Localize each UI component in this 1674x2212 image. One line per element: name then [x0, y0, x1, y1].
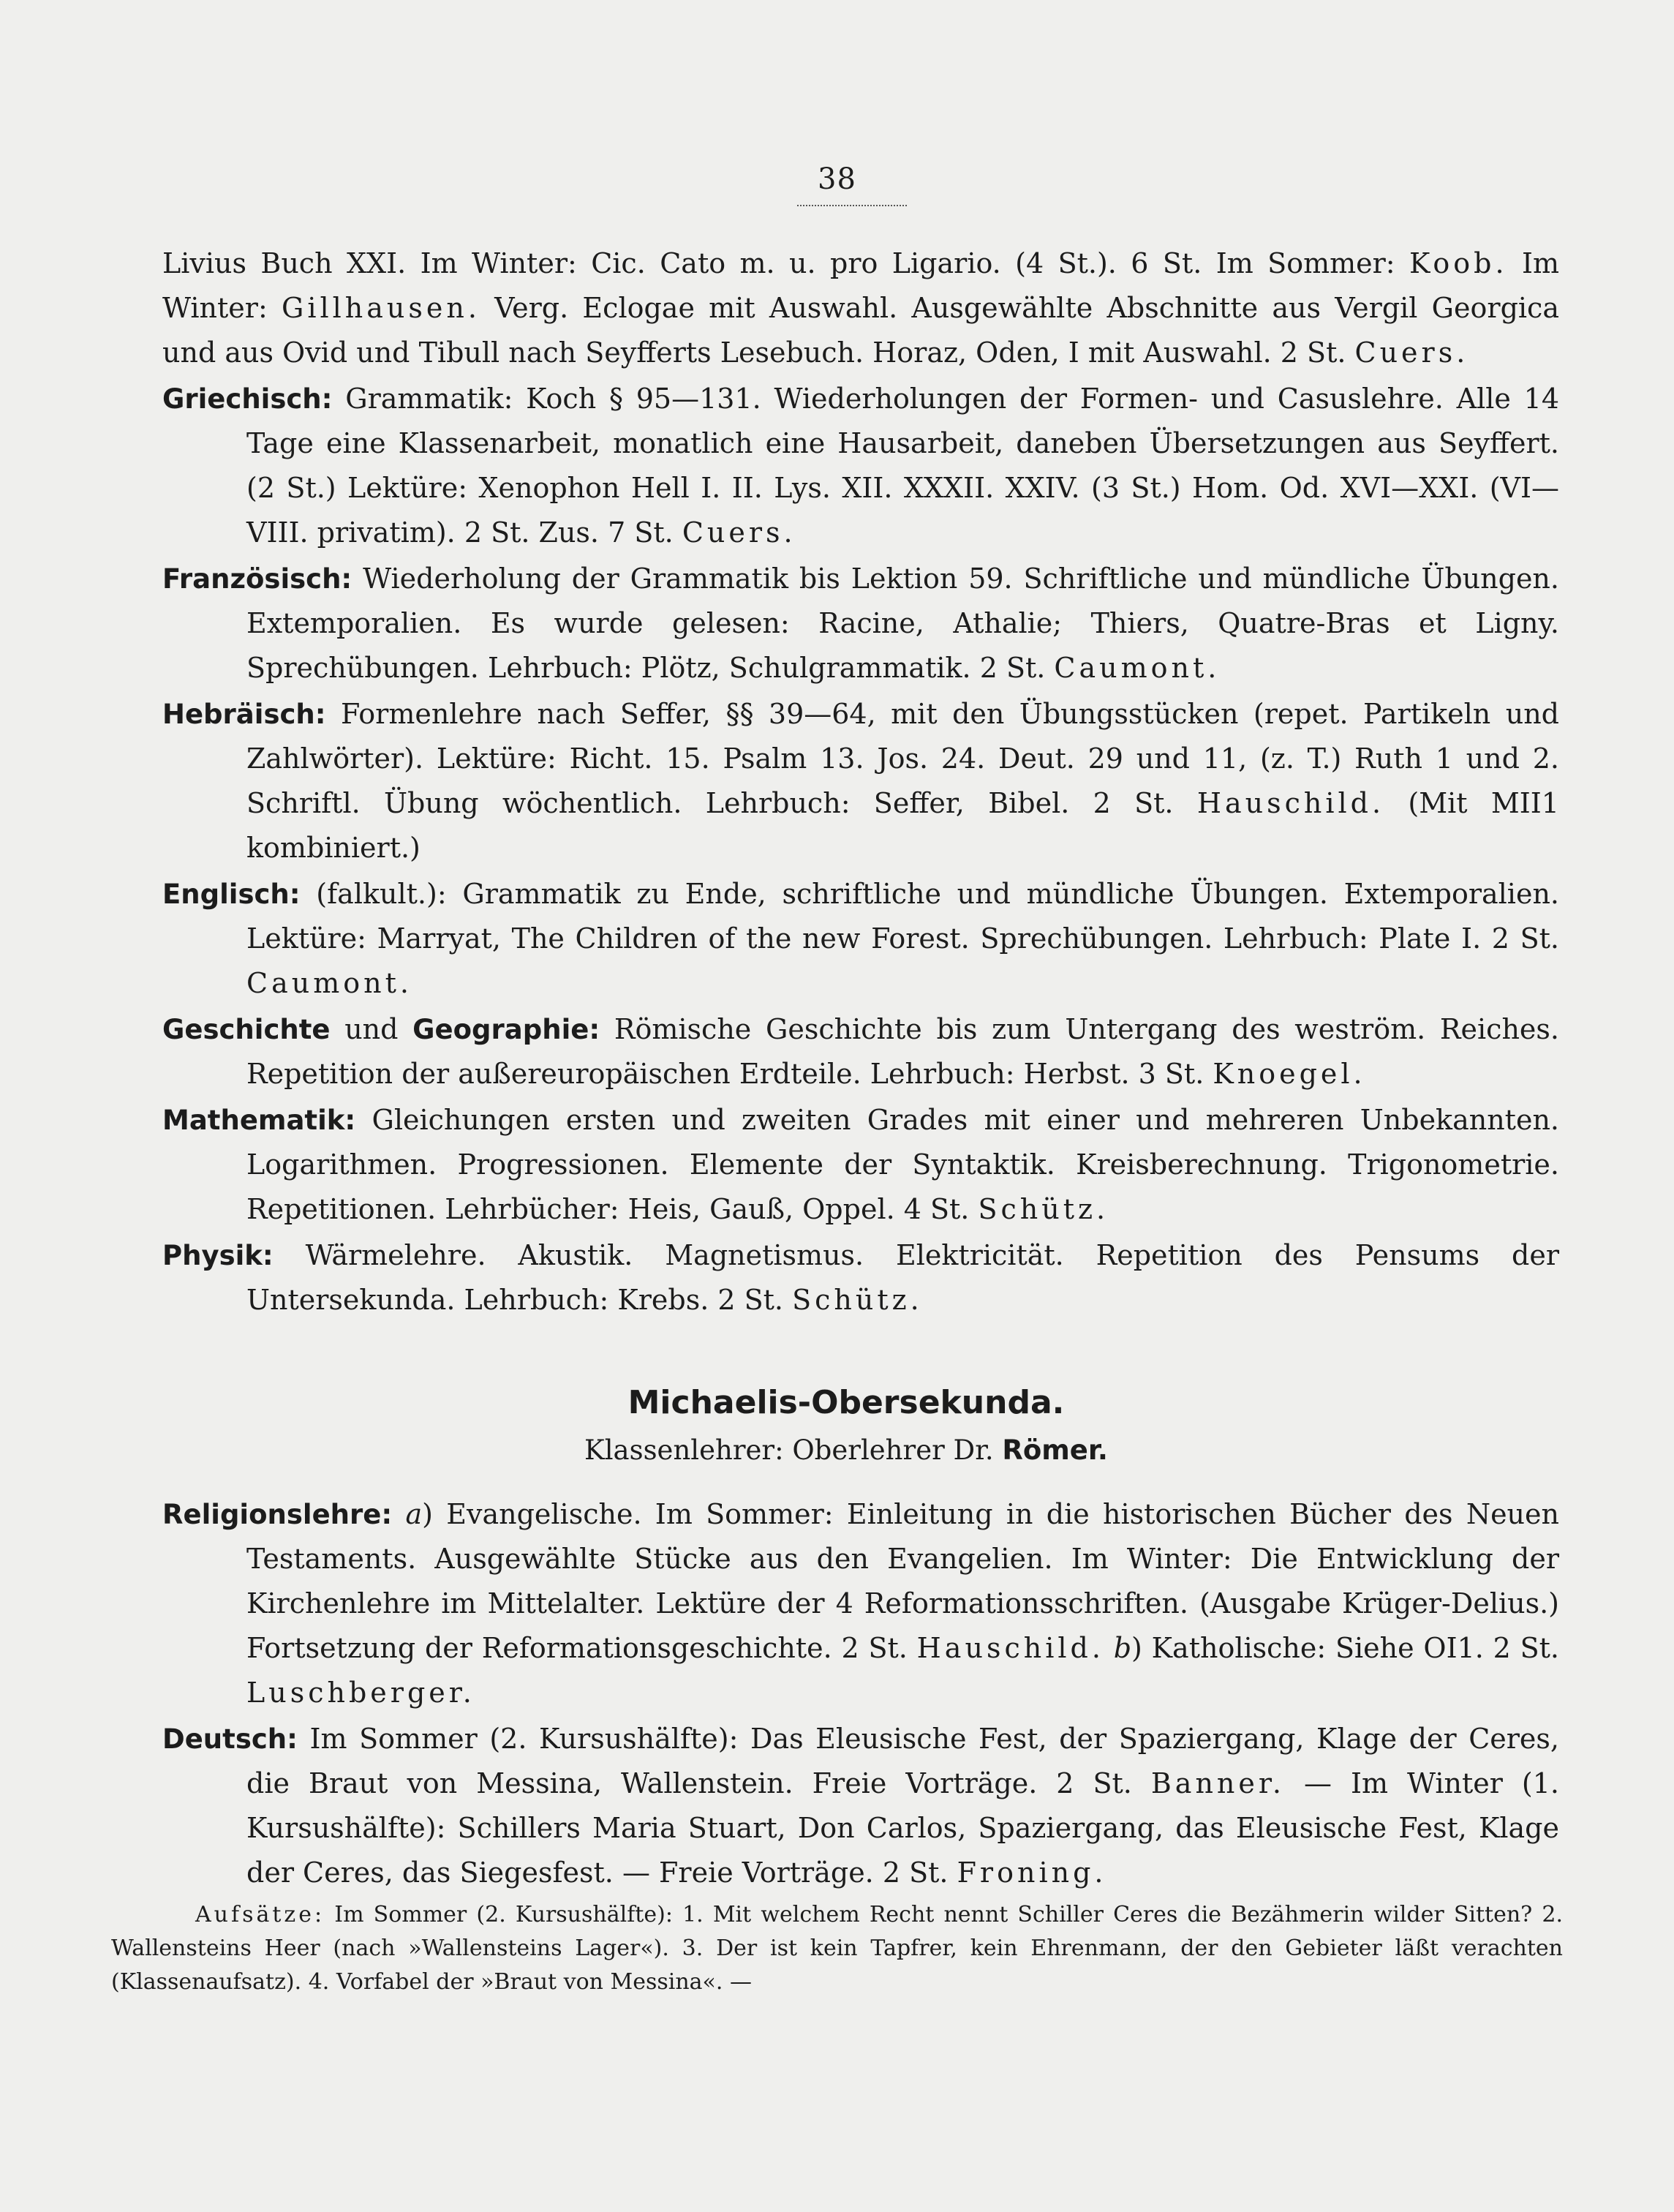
entry-text: ) Katholische: Siehe OI1. 2 St. [1131, 1632, 1559, 1664]
document-body [111, 241, 1563, 1999]
entry-text: Verg. Eclogae mit Auswahl. Ausgewählte Abschnitte aus Vergil Georgica und aus Ovid und Tibull nach Seyfferts Lesebuch. Horaz, Oden, I mit Auswahl. 2 St. [162, 292, 1559, 369]
teacher-name: Froning. [957, 1856, 1107, 1889]
entry-text: ) Evangelische. Im Sommer: Einleitung in die historischen Bücher des Neuen Testaments. Ausgewählte Stücke aus den Evangelien. Im Winter: Die Entwicklung der Kirchenlehre im Mittelalter. Lektüre der 4 Reformationsschriften. (Ausgabe Krüger-Delius.) Fortsetzung der Reformationsgeschichte. 2 St. [246, 1498, 1559, 1664]
entry-text: Livius Buch XXI. Im Winter: Cic. Cato m. u. pro Ligario. (4 St.). 6 St. Im Sommer: [162, 247, 1410, 279]
subject-heading: Physik: [162, 1240, 274, 1271]
subject-entry-hebraeisch [162, 692, 1559, 870]
entry-text: Gleichungen ersten und zweiten Grades mit einer und mehreren Unbekannten. Logarithmen. Progressionen. Elemente der Syntaktik. Kreisberechnung. Trigonometrie. Repetitionen. Lehrbücher: Heis, Gauß, Oppel. 4 St. [246, 1104, 1559, 1225]
subject-entry-mathematik [162, 1098, 1559, 1232]
entry-text: Im Winter: [162, 247, 1560, 324]
subject-heading: Deutsch: [162, 1723, 298, 1755]
subject-heading: Mathematik: [162, 1105, 356, 1136]
teacher-name: Cuers. [682, 516, 796, 549]
subject-heading: Geschichte [162, 1014, 331, 1045]
entry-text: Römische Geschichte bis zum Untergang des weström. Reiches. Repetition der außereuropäischen Erdteile. Lehrbuch: Herbst. 3 St. [246, 1013, 1559, 1090]
entry-text: (Mit MII1 kombiniert.) [246, 787, 1559, 864]
teacher-name: Cuers. [1354, 336, 1469, 369]
entry-text: Grammatik: Koch § 95—131. Wiederholungen der Formen- und Casuslehre. Alle 14 Tage eine Klassenarbeit, monatlich eine Hausarbeit, daneben Übersetzungen aus Seyffert. (2 St.) Lektüre: Xenophon Hell I. II. Lys. XII. XXXII. XXIV. (3 St.) Hom. Od. XVI—XXI. (VI—VIII. privatim). 2 St. Zus. 7 St. [246, 383, 1559, 549]
subject-entry-latin-cont [78, 241, 1559, 375]
subject-entry-deutsch [162, 1717, 1559, 1895]
subject-entry-religionslehre [162, 1492, 1559, 1715]
teacher-name: Caumont. [246, 967, 412, 999]
entry-text [392, 1498, 405, 1530]
subject-heading-conjunction: und [330, 1013, 413, 1045]
teacher-name: Hauschild. [916, 1632, 1104, 1664]
page-number: 38 [818, 162, 856, 196]
class-teacher-name: Römer. [1002, 1434, 1108, 1466]
entry-text: Wärmelehre. Akustik. Magnetismus. Elektricität. Repetition des Pensums der Untersekunda. Lehrbuch: Krebs. 2 St. [246, 1239, 1559, 1316]
teacher-name: Knoegel. [1213, 1058, 1366, 1090]
subject-entry-griechisch [162, 377, 1559, 555]
subject-heading: Religionslehre: [162, 1499, 393, 1530]
section-title: Michaelis-Obersekunda. [627, 1384, 1065, 1421]
list-marker: a [405, 1498, 423, 1530]
teacher-name: Gillhausen. [281, 292, 480, 324]
teacher-name: Caumont. [1054, 652, 1221, 684]
subject-entry-englisch [162, 872, 1559, 1006]
subject-heading: Englisch: [162, 879, 301, 910]
essay-topics-label: Aufsätze: [195, 1902, 325, 1927]
teacher-name: Koob. [1409, 247, 1508, 279]
teacher-name: Schütz. [792, 1284, 923, 1316]
teacher-name: Hauschild. [1196, 787, 1385, 819]
entry-text [1104, 1632, 1114, 1664]
class-teacher [133, 1434, 1559, 1466]
subject-entry-geschichte [162, 1007, 1559, 1096]
class-teacher-label: Klassenlehrer: Oberlehrer Dr. [584, 1434, 1003, 1466]
list-marker: b [1113, 1632, 1132, 1664]
essay-topics-text: Im Sommer (2. Kursushälfte): 1. Mit welchem Recht nennt Schiller Ceres die Bezähmerin wilder Sitten? 2. Wallensteins Heer (nach »Wallensteins Lager«). 3. Der ist kein Tapfrer, kein Ehrenmann, der den Gebieter läßt verachten (Klassenaufsatz). 4. Vorfabel der »Braut von Messina«. — [111, 1902, 1563, 1995]
page-number-rule [797, 205, 907, 206]
entry-text: (falkult.): Grammatik zu Ende, schriftliche und mündliche Übungen. Extemporalien. Lektüre: Marryat, The Children of the new Forest. Sprechübungen. Lehrbuch: Plate I. 2 St. [246, 878, 1559, 955]
subject-heading: Griechisch: [162, 383, 333, 415]
subject-entry-franzoesisch [162, 557, 1559, 691]
subject-heading: Geographie: [412, 1014, 600, 1045]
teacher-name: Schütz. [978, 1193, 1109, 1225]
entry-text: Formenlehre nach Seffer, §§ 39—64, mit den Übungsstücken (repet. Partikeln und Zahlwörter). Lektüre: Richt. 15. Psalm 13. Jos. 24. Deut. 29 und 11, (z. T.) Ruth 1 und 2. Schriftl. Übung wöchentlich. Lehrbuch: Seffer, Bibel. 2 St. [246, 698, 1559, 819]
subject-list-upper [162, 241, 1559, 1323]
entry-text: Im Sommer (2. Kursushälfte): Das Eleusische Fest, der Spaziergang, Klage der Ceres, die Braut von Messina, Wallenstein. Freie Vorträge. 2 St. [246, 1723, 1559, 1799]
teacher-name: Banner. [1150, 1767, 1285, 1799]
entry-text: — Im Winter (1. Kursushälfte): Schillers Maria Stuart, Don Carlos, Spaziergang, das Eleusische Fest, Klage der Ceres, das Siegesfest. — Freie Vorträge. 2 St. [246, 1767, 1560, 1889]
subject-heading: Französisch: [162, 563, 352, 595]
subject-heading: Hebräisch: [162, 699, 326, 730]
subject-entry-physik [162, 1233, 1559, 1323]
teacher-name: Luschberger. [246, 1677, 475, 1709]
essay-topics [111, 1898, 1563, 1999]
entry-text: Wiederholung der Grammatik bis Lektion 59. Schriftliche und mündliche Übungen. Extemporalien. Es wurde gelesen: Racine, Athalie; Thiers, Quatre-Bras et Ligny. Sprechübungen. Lehrbuch: Plötz, Schulgrammatik. 2 St. [246, 563, 1559, 684]
subject-list-lower [162, 1492, 1559, 1895]
